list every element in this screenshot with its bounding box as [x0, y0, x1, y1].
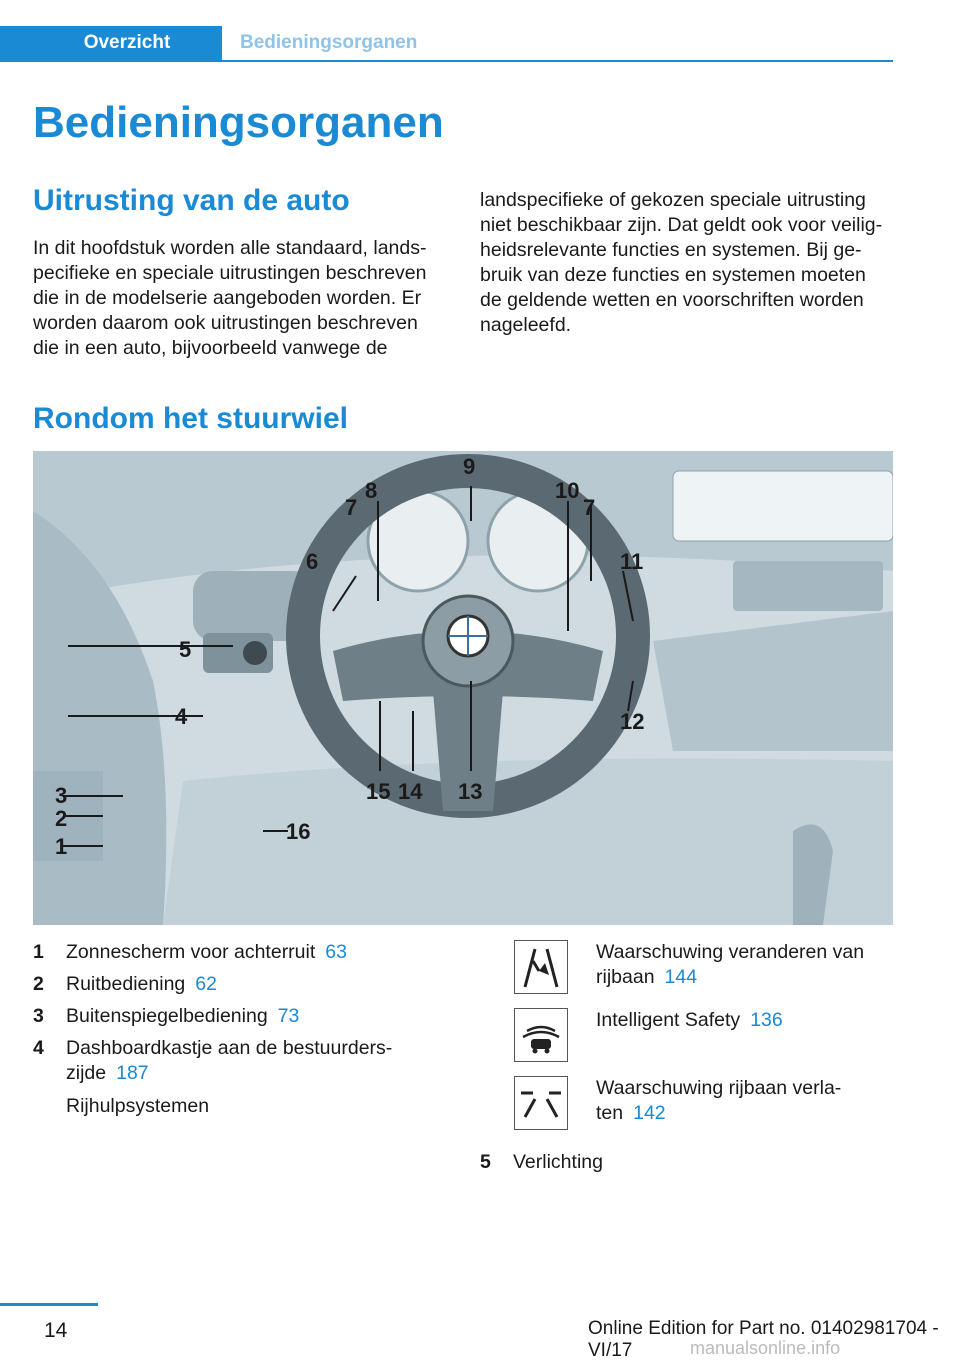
text-line: niet beschikbaar zijn. Dat geldt ook voor veilig‐ — [480, 214, 883, 236]
legend-list-left — [33, 940, 453, 1126]
text-line: landspecifieke of gekozen speciale uitrusting — [480, 189, 866, 211]
callout-8: 8 — [365, 478, 378, 503]
text-line: nageleefd. — [480, 314, 572, 336]
callout-10: 10 — [555, 478, 580, 503]
intelligent-safety-icon — [514, 1008, 568, 1062]
text-line: pecifieke en speciale uitrustingen beschreven — [33, 262, 427, 284]
intro-paragraph-right — [480, 188, 890, 338]
page-ref-link[interactable]: 142 — [633, 1102, 666, 1124]
item-text: Waarschuwing rijbaan verla‐ — [596, 1077, 842, 1099]
callout-6: 6 — [306, 549, 319, 574]
item-text: Ruitbediening — [66, 973, 186, 995]
text-line: die in een auto, bijvoorbeeld vanwege de — [33, 337, 388, 359]
list-item — [33, 972, 453, 1004]
page-ref-link[interactable]: 62 — [195, 973, 217, 995]
page-ref-link[interactable]: 187 — [116, 1062, 149, 1084]
callout-7b: 7 — [583, 495, 596, 520]
text-line: heidsrelevante functies en systemen. Bij ge‐ — [480, 239, 862, 261]
list-item — [33, 1004, 453, 1036]
item-text: rijbaan — [596, 966, 655, 988]
page-ref-link[interactable]: 136 — [750, 1009, 783, 1031]
item-text: Intelligent Safety — [596, 1009, 741, 1031]
chapter-tabbar — [0, 26, 893, 62]
tab-overzicht[interactable]: Overzicht — [0, 26, 222, 60]
text-line: bruik van deze functies en systemen moeten — [480, 264, 866, 286]
callout-13: 13 — [458, 779, 483, 804]
page-title: Bedieningsorganen — [33, 98, 444, 147]
callout-14: 14 — [398, 779, 423, 804]
list-item — [596, 1008, 896, 1033]
item-number: 5 — [480, 1151, 491, 1173]
list-item — [596, 1076, 896, 1126]
callout-16: 16 — [286, 819, 311, 844]
text-line: de geldende wetten en voorschriften worden — [480, 289, 864, 311]
lane-departure-warning-icon — [514, 1076, 568, 1130]
page-ref-link[interactable]: 144 — [664, 966, 698, 988]
item-number: 3 — [33, 1005, 44, 1027]
callout-1: 1 — [55, 834, 68, 859]
list-item — [596, 940, 896, 990]
list-item — [33, 940, 453, 972]
callout-4: 4 — [175, 704, 188, 729]
item-text: Waarschuwing veranderen van — [596, 941, 865, 963]
list-item — [33, 1036, 453, 1126]
item-text: Dashboardkastje aan de bestuurders‐ — [66, 1037, 393, 1059]
page-number: 14 — [44, 1319, 68, 1342]
page-ref-link[interactable]: 63 — [325, 941, 347, 963]
text-line: die in de modelserie aangeboden worden. Er — [33, 287, 422, 309]
item-number: 2 — [33, 973, 44, 995]
text-line: In dit hoofdstuk worden alle standaard, lands‐ — [33, 237, 427, 259]
callout-7: 7 — [345, 495, 358, 520]
item-number: 4 — [33, 1037, 44, 1059]
item-text: Zonnescherm voor achterruit — [66, 941, 316, 963]
callout-12: 12 — [620, 709, 645, 734]
cockpit-illustration — [33, 451, 893, 925]
section-title-stuurwiel: Rondom het stuurwiel — [33, 402, 348, 435]
sub-heading: Rijhulpsystemen — [66, 1095, 210, 1117]
tab-bedieningsorganen[interactable]: Bedieningsorganen — [240, 32, 418, 53]
callout-9: 9 — [463, 454, 476, 479]
item-number: 1 — [33, 941, 44, 963]
item-text: ten — [596, 1102, 624, 1124]
watermark: manualsonline.info — [690, 1338, 841, 1358]
callout-2: 2 — [55, 806, 68, 831]
callout-3: 3 — [55, 783, 68, 808]
edition-label: Online Edition for Part no. 01402981704 - VI/17 — [588, 1318, 939, 1361]
intro-paragraph-left — [33, 236, 443, 361]
callout-11: 11 — [620, 549, 644, 574]
callout-5: 5 — [179, 637, 192, 662]
cockpit-drawing — [33, 451, 893, 925]
callout-15: 15 — [366, 779, 391, 804]
lane-change-warning-icon — [514, 940, 568, 994]
item-text: Verlichting — [513, 1151, 603, 1173]
section-title-uitrusting: Uitrusting van de auto — [33, 184, 350, 217]
footer-rule — [0, 1303, 98, 1306]
item-text: Buitenspiegelbediening — [66, 1005, 268, 1027]
text-line: worden daarom ook uitrustingen beschreven — [33, 312, 418, 334]
page-ref-link[interactable]: 73 — [277, 1005, 300, 1027]
item-text: zijde — [66, 1062, 107, 1084]
